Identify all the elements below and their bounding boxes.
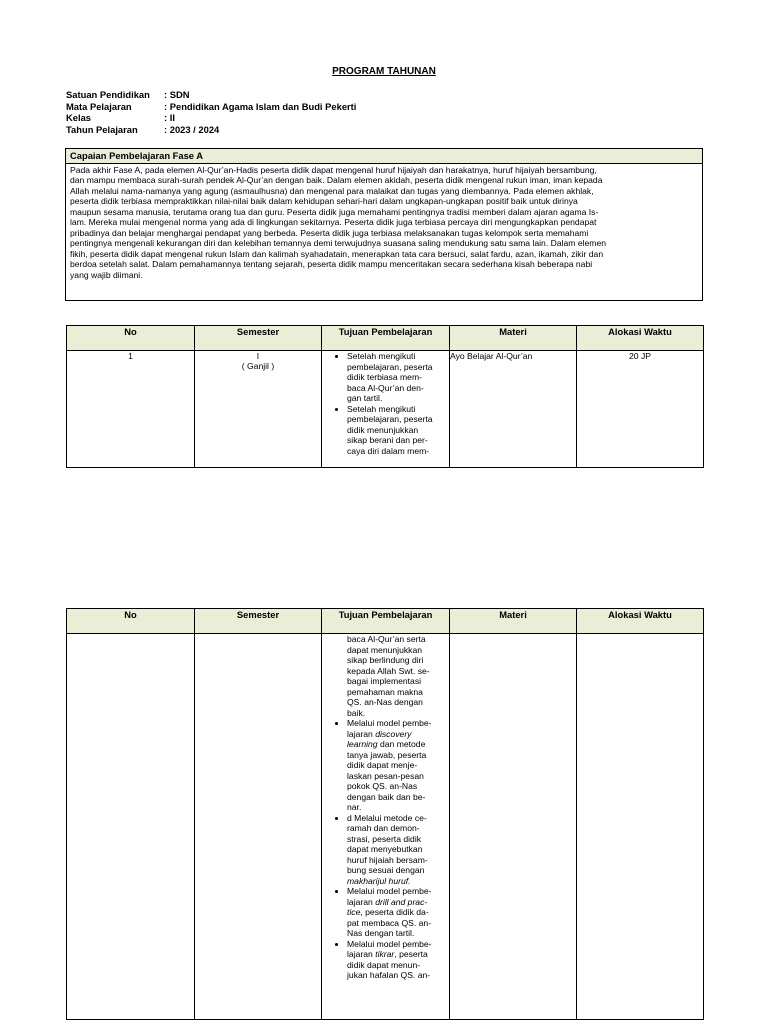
list-line: Melalui model pembe- [347,718,432,728]
list-line: jukan hafalan QS. an- [347,970,431,980]
cell-tujuan [322,634,450,1020]
header-semester: Semester [195,609,322,634]
cell-semester [195,634,322,1020]
list-line: pembelajaran, peserta [347,361,433,372]
list-line: didik terbiasa mem- [347,372,422,382]
capaian-heading: Capaian Pembelajaran Fase A [66,149,702,164]
list-line: dapat menunjukkan [347,644,423,655]
header-alokasi: Alokasi Waktu [577,609,704,634]
cell-no [67,634,195,1020]
program-table-page1 [66,325,704,468]
list-item [347,813,447,887]
meta-label: Kelas [66,112,92,123]
list-line: pat membaca QS. an- [347,917,432,928]
list-line: lajaran [347,949,376,959]
list-line: caya diri dalam mem- [347,445,430,456]
list-line: tanya jawab, peserta [347,749,427,760]
list-item [347,404,447,457]
meta-row-kelas [66,112,356,124]
meta-value: : Pendidikan Agama Islam dan Budi Pekerti [164,100,357,112]
list-line: Melalui model pembe- [347,886,432,896]
list-line-italic: tice [347,907,361,917]
list-line: lajaran [347,728,376,739]
list-line: pemahaman makna [347,686,423,697]
list-line: strasi, peserta didik [347,833,422,844]
list-line: dapat menyebutkan [347,844,423,854]
header-alokasi: Alokasi Waktu [577,326,704,351]
capaian-pembelajaran-box [65,148,703,301]
document-title: PROGRAM TAHUNAN [332,66,436,77]
header-no: No [67,326,195,351]
list-line: pembelajaran, peserta [347,414,433,424]
cell-materi: Ayo Belajar Al-Qur’an [450,351,577,468]
meta-row-satuan [66,89,356,101]
identity-block [66,89,356,135]
list-line: nar. [347,802,362,812]
capaian-line: maupun sesama manusia, terutama orang tua dan guru. Peserta didik juga memahami pentingnya tradisi memberi dalam ajaran agama Is- [70,206,599,217]
list-line: didik dapat menje- [347,760,418,770]
cell-alokasi [577,634,704,1020]
program-table-page2 [66,608,704,1020]
capaian-line: berdoa setelah salat. Dalam pemahamannya tentang sejarah, peserta didik mampu menceritakan secara sederhana kisah beberapa nabi [70,259,593,270]
list-line: dengan baik dan be- [347,791,426,802]
header-no: No [67,609,195,634]
list-line: lajaran [347,896,376,907]
capaian-line: pribadinya dan belajar menghargai pendapat yang berbeda. Peserta didik juga terbiasa melaksanakan tugas kelompok serta memahami [70,227,589,238]
meta-row-mapel [66,101,356,113]
list-item [347,939,447,981]
list-line: Setelah mengikuti [347,403,416,414]
semester-label: ( Ganjil ) [241,361,275,371]
list-line: pokok QS. an-Nas [347,781,418,791]
capaian-body [66,164,702,280]
capaian-line: dan mampu membaca surah-surah pendek Al-Qur’an dengan baik. Dalam elemen akidah, peserta didik mengenal rukun iman, iman kepada [70,175,603,186]
capaian-line: peserta didik terbiasa mempraktikkan nilai-nilai baik dalam kehidupan sehari-hari dalam ungkapan-ungkapan positif baik untuk dirinya [70,196,578,207]
list-line: gan tartil. [347,393,383,403]
list-line-italic: discovery [375,728,412,739]
table-row [67,634,704,1020]
list-line-italic: learning [347,739,378,749]
capaian-line: lam. Mereka mulai mengenal norma yang ada di lingkungan sekitarnya. Peserta didik juga terbiasa percaya diri mengungkapkan pendapat [70,217,597,228]
meta-row-tahun [66,124,356,136]
cell-semester [195,351,322,468]
list-line: baik. [347,707,366,718]
list-line: sikap berani dan per- [347,435,428,445]
semester-number: I [256,351,260,361]
capaian-line: fikih, peserta didik dapat mengenal rukun Islam dan kalimah syahadatain, menerapkan tata cara bersuci, salat fardu, azan, ikamah, zikir dan [70,248,604,259]
table-header-row [67,609,704,634]
list-line: , peserta didik da- [360,907,429,917]
list-line: , peserta [394,949,428,959]
list-line: Setelah mengikuti [347,351,416,361]
meta-value: : II [164,112,175,123]
cell-no: 1 [67,351,195,468]
tujuan-list [322,718,449,981]
cell-materi [450,634,577,1020]
meta-label: Satuan Pendidikan [66,89,150,100]
list-line: kepada Allah Swt. se- [347,665,430,676]
list-line: Nas dengan tartil. [347,928,415,938]
list-line: didik dapat menun- [347,959,421,970]
meta-value: : 2023 / 2024 [164,123,220,135]
header-materi: Materi [450,609,577,634]
list-line: dan metode [377,739,426,749]
header-semester: Semester [195,326,322,351]
list-line-italic: drill and prac- [375,896,428,907]
list-item [347,886,447,939]
list-line: didik menunjukkan [347,424,419,435]
meta-label: Tahun Pelajaran [66,123,138,135]
list-line: Melalui model pembe- [347,938,432,949]
cell-tujuan [322,351,450,468]
header-materi: Materi [450,326,577,351]
meta-label: Mata Pelajaran [66,100,132,112]
capaian-line: Allah melalui nama-namanya yang agung (asmaulhusna) dan mengenal para malaikat dan tugas yang diembannya. Pada elemen akhlak, [70,185,594,196]
header-tujuan: Tujuan Pembelajaran [322,326,450,351]
list-line: huruf hijaiah bersam- [347,854,428,865]
list-line: bung sesuai dengan [347,865,425,875]
continuation-text [322,634,449,718]
capaian-line: pentingnya mengenali kekurangan diri dan kelebihan temannya demi terwujudnya suasana saling mendukung satu sama lain. Dalam elemen [70,238,607,249]
list-line: baca Al-Qur’an den- [347,382,424,393]
list-line-italic: tikrar [375,949,395,959]
list-line: ramah dan demon- [347,823,420,833]
header-tujuan: Tujuan Pembelajaran [322,609,450,634]
list-line: laskan pesan-pesan [347,770,424,781]
list-line: d Melalui metode ce- [347,812,427,823]
meta-value: : SDN [164,89,190,100]
list-line: QS. an-Nas dengan [347,697,423,707]
table-header-row [67,326,704,351]
list-item [347,351,447,404]
cell-alokasi: 20 JP [577,351,704,468]
tujuan-list [322,351,449,456]
table-row [67,351,704,468]
list-line: sikap berlindung diri [347,655,424,665]
capaian-line: yang wajib diimani. [70,269,143,280]
capaian-line: Pada akhir Fase A, pada elemen Al-Qur’an-Hadis peserta didik dapat mengenal huruf hijaiyah dan harakatnya, huruf hijaiyah bersambung, [70,165,597,175]
list-item [347,718,447,813]
list-line: bagai implementasi [347,676,422,686]
list-line-italic: makharijul huruf. [347,875,411,886]
list-line: baca Al-Qur’an serta [347,634,426,644]
